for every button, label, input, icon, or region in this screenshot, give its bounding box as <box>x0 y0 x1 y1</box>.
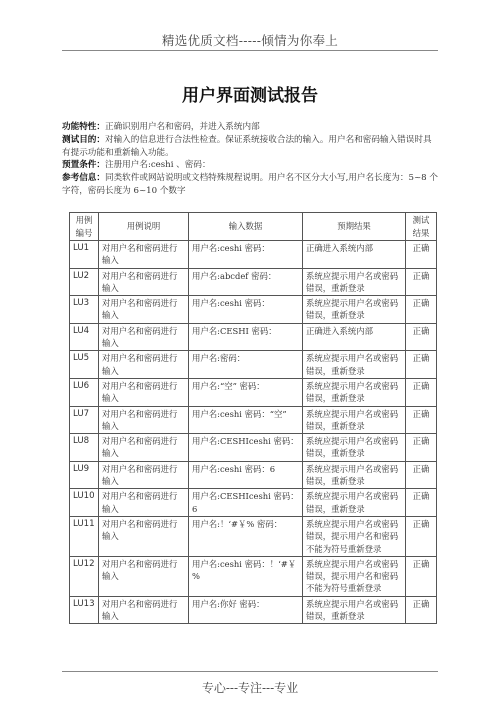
header-divider <box>62 50 438 51</box>
column-header: 测试结果 <box>406 213 437 241</box>
info-section <box>62 121 440 198</box>
case-id-cell: LU9 <box>70 461 99 489</box>
table-row <box>70 516 437 556</box>
table-row <box>70 378 437 406</box>
expected-result-cell: 系统应提示用户名或密码错误，重新登录 <box>303 351 406 379</box>
expected-result-cell: 系统应提示用户名或密码错误，重新登录 <box>303 489 406 517</box>
case-desc-cell: 对用户名和密码进行输入 <box>99 434 189 462</box>
test-result-cell: 正确 <box>406 351 437 379</box>
input-data-cell: 用户名:ceshi 密码：6 <box>189 461 303 489</box>
table-row <box>70 434 437 462</box>
case-desc-cell: 对用户名和密码进行输入 <box>99 556 189 596</box>
case-id-cell: LU10 <box>70 489 99 517</box>
test-result-cell: 正确 <box>406 241 437 269</box>
expected-result-cell: 系统应提示用户名或密码错误，重新登录 <box>303 296 406 324</box>
table-row <box>70 241 437 269</box>
column-header: 用例说明 <box>99 213 189 241</box>
input-data-cell: 用户名:“空” 密码： <box>189 378 303 406</box>
info-text: 同类软件或网站说明或文档特殊规程说明。用户名不区分大小写,用户名长度为：5~8 个字符，密码长度为 6~10 个数字 <box>62 173 438 196</box>
table-header-row <box>70 213 437 241</box>
table-row <box>70 323 437 351</box>
expected-result-cell: 系统应提示用户名或密码错误，重新登录 <box>303 268 406 296</box>
case-id-cell: LU1 <box>70 241 99 269</box>
test-result-cell: 正确 <box>406 268 437 296</box>
expected-result-cell: 系统应提示用户名或密码错误，重新登录 <box>303 596 406 624</box>
input-data-cell: 用户名:！‘#￥% 密码： <box>189 516 303 556</box>
table-row <box>70 556 437 596</box>
info-label: 功能特性： <box>62 122 105 132</box>
table-row <box>70 461 437 489</box>
table-row <box>70 268 437 296</box>
case-desc-cell: 对用户名和密码进行输入 <box>99 268 189 296</box>
column-header: 用例编号 <box>70 213 99 241</box>
case-desc-cell: 对用户名和密码进行输入 <box>99 406 189 434</box>
case-desc-cell: 对用户名和密码进行输入 <box>99 351 189 379</box>
case-desc-cell: 对用户名和密码进行输入 <box>99 296 189 324</box>
case-id-cell: LU3 <box>70 296 99 324</box>
test-result-cell: 正确 <box>406 434 437 462</box>
case-id-cell: LU5 <box>70 351 99 379</box>
test-result-cell: 正确 <box>406 596 437 624</box>
case-desc-cell: 对用户名和密码进行输入 <box>99 461 189 489</box>
column-header: 预期结果 <box>303 213 406 241</box>
table-body <box>70 241 437 624</box>
expected-result-cell: 系统应提示用户名或密码错误，重新登录 <box>303 378 406 406</box>
case-id-cell: LU6 <box>70 378 99 406</box>
info-label: 预置条件： <box>62 160 105 171</box>
expected-result-cell: 系统应提示用户名或密码错误，提示用户名和密码不能为符号重新登录 <box>303 556 406 596</box>
expected-result-cell: 系统应提示用户名或密码错误，提示用户名和密码不能为符号重新登录 <box>303 516 406 556</box>
test-case-table <box>69 212 437 624</box>
test-result-cell: 正确 <box>406 378 437 406</box>
case-id-cell: LU11 <box>70 516 99 556</box>
input-data-cell: 用户名:CESHI 密码： <box>189 323 303 351</box>
test-result-cell: 正确 <box>406 461 437 489</box>
test-result-cell: 正确 <box>406 406 437 434</box>
case-id-cell: LU8 <box>70 434 99 462</box>
input-data-cell: 用户名:ceshi 密码： <box>189 241 303 269</box>
input-data-cell: 用户名:abcdef 密码： <box>189 268 303 296</box>
footer-divider <box>62 671 438 672</box>
table-row <box>70 296 437 324</box>
input-data-cell: 用户名:密码： <box>189 351 303 379</box>
table-row <box>70 489 437 517</box>
expected-result-cell: 系统应提示用户名或密码错误，重新登录 <box>303 461 406 489</box>
test-result-cell: 正确 <box>406 489 437 517</box>
input-data-cell: 用户名:ceshi 密码： <box>189 296 303 324</box>
table-row <box>70 596 437 624</box>
info-line-precondition <box>62 159 440 172</box>
test-result-cell: 正确 <box>406 516 437 556</box>
expected-result-cell: 系统应提示用户名或密码错误，重新登录 <box>303 434 406 462</box>
input-data-cell: 用户名:你好 密码： <box>189 596 303 624</box>
info-text: 对输入的信息进行合法性检查。保证系统接收合法的输入。用户名和密码输入错误时具有提示功能和重新输入功能。 <box>62 134 432 158</box>
input-data-cell: 用户名:ceshi 密码：！‘#￥% <box>189 556 303 596</box>
expected-result-cell: 系统应提示用户名或密码错误，重新登录 <box>303 406 406 434</box>
case-id-cell: LU2 <box>70 268 99 296</box>
case-desc-cell: 对用户名和密码进行输入 <box>99 489 189 517</box>
case-id-cell: LU13 <box>70 596 99 624</box>
test-result-cell: 正确 <box>406 323 437 351</box>
case-desc-cell: 对用户名和密码进行输入 <box>99 378 189 406</box>
info-text: 正确识别用户名和密码，并进入系统内部 <box>104 122 260 132</box>
case-desc-cell: 对用户名和密码进行输入 <box>99 596 189 624</box>
info-line-reference <box>62 172 440 198</box>
case-desc-cell: 对用户名和密码进行输入 <box>99 516 189 556</box>
case-id-cell: LU7 <box>70 406 99 434</box>
info-label: 测试目的： <box>62 134 105 145</box>
case-id-cell: LU4 <box>70 323 99 351</box>
document-title: 用户界面测试报告 <box>182 86 318 106</box>
info-label: 参考信息： <box>62 173 105 184</box>
test-result-cell: 正确 <box>406 556 437 596</box>
case-id-cell: LU12 <box>70 556 99 596</box>
case-desc-cell: 对用户名和密码进行输入 <box>99 323 189 351</box>
case-desc-cell: 对用户名和密码进行输入 <box>99 241 189 269</box>
page-header: 精选优质文档-----倾情为你奉上 <box>161 33 339 48</box>
expected-result-cell: 正确进入系统内部 <box>303 323 406 351</box>
column-header: 输入数据 <box>189 213 303 241</box>
info-text: 注册用户名:ceshi 、密码： <box>104 160 211 171</box>
info-line-feature <box>62 121 440 134</box>
test-result-cell: 正确 <box>406 296 437 324</box>
info-line-purpose <box>62 134 440 160</box>
input-data-cell: 用户名:CESHIceshi 密码：6 <box>189 489 303 517</box>
expected-result-cell: 正确进入系统内部 <box>303 241 406 269</box>
page-footer: 专心---专注---专业 <box>201 681 299 695</box>
table-row <box>70 406 437 434</box>
input-data-cell: 用户名:ceshi 密码：“空” <box>189 406 303 434</box>
input-data-cell: 用户名:CESHIceshi 密码： <box>189 434 303 462</box>
table-row <box>70 351 437 379</box>
